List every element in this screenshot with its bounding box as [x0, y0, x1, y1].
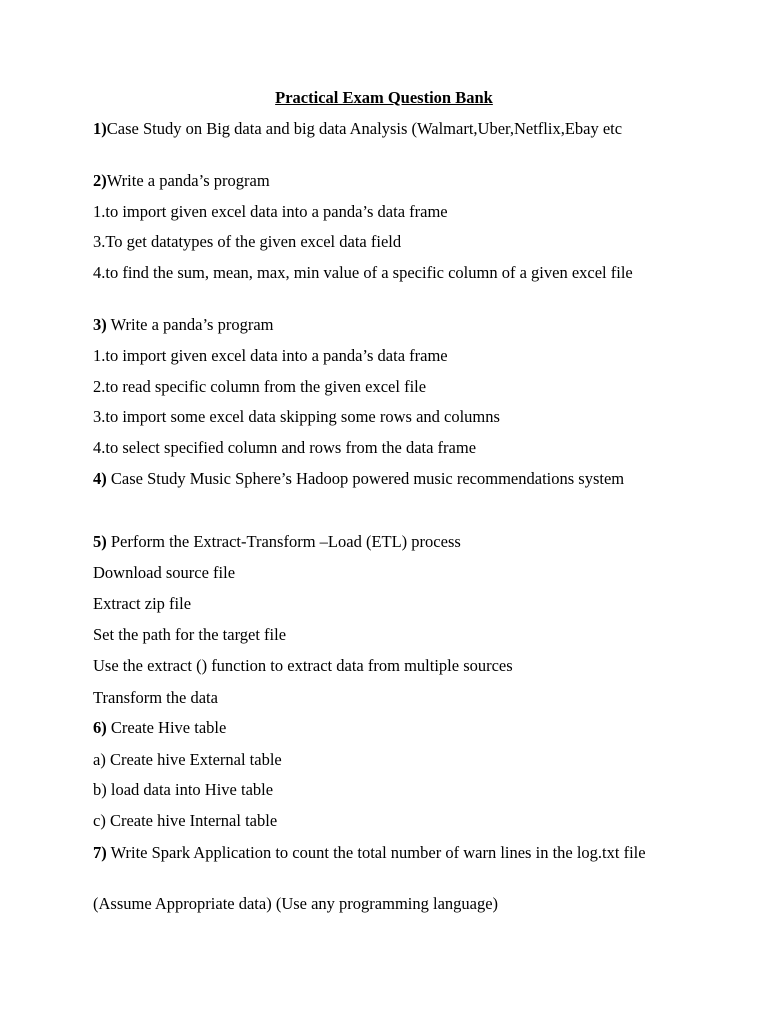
- sub-item: [93, 201, 678, 222]
- sub-item-text: b) load data into Hive table: [93, 780, 274, 799]
- sub-item-text: 4.to select specified column and rows from the data frame: [93, 438, 477, 457]
- sub-item: [93, 779, 678, 800]
- question-3: [93, 314, 678, 335]
- question-text: Case Study on Big data and big data Analysis (Walmart,Uber,Netflix,Ebay etc: [106, 119, 623, 138]
- question-number: 4): [93, 469, 107, 488]
- question-text: Create Hive table: [106, 718, 227, 737]
- question-1: [93, 118, 678, 139]
- sub-item: [93, 810, 678, 831]
- page-title: Practical Exam Question Bank: [275, 88, 493, 107]
- question-number: 6): [93, 718, 107, 737]
- question-number: 3): [93, 315, 107, 334]
- sub-item: [93, 376, 678, 397]
- sub-item-text: a) Create hive External table: [93, 750, 282, 769]
- sub-item: [93, 655, 678, 676]
- sub-item: [93, 624, 678, 645]
- sub-item: [93, 593, 678, 614]
- question-5: [93, 531, 678, 552]
- sub-item: [93, 687, 678, 708]
- question-7: [93, 842, 678, 863]
- sub-item: [93, 893, 678, 914]
- sub-item-text: 3.To get datatypes of the given excel data field: [93, 232, 402, 251]
- sub-item-text: Download source file: [93, 563, 236, 582]
- sub-item-text: 1.to import given excel data into a panda’s data frame: [93, 346, 448, 365]
- question-text: Perform the Extract-Transform –Load (ETL) process: [106, 532, 461, 551]
- question-text: Write a panda’s program: [106, 171, 270, 190]
- question-text: Write a panda’s program: [106, 315, 274, 334]
- sub-item-text: Use the extract () function to extract data from multiple sources: [93, 656, 513, 675]
- question-2: [93, 170, 678, 191]
- question-number: 5): [93, 532, 107, 551]
- question-text: Case Study Music Sphere’s Hadoop powered music recommendations system: [106, 469, 625, 488]
- question-6: [93, 717, 678, 738]
- sub-item-text: 4.to find the sum, mean, max, min value of a specific column of a given excel file: [93, 263, 633, 282]
- sub-item-text: Set the path for the target file: [93, 625, 287, 644]
- question-number: 2): [93, 171, 107, 190]
- sub-item: [93, 345, 678, 366]
- question-number: 1): [93, 119, 107, 138]
- sub-item-text: (Assume Appropriate data) (Use any programming language): [93, 894, 499, 913]
- sub-item-text: c) Create hive Internal table: [93, 811, 278, 830]
- sub-item-text: 1.to import given excel data into a panda’s data frame: [93, 202, 448, 221]
- sub-item: [93, 437, 678, 458]
- sub-item-text: Transform the data: [93, 688, 218, 707]
- sub-item: [93, 562, 678, 583]
- question-4: [93, 468, 678, 489]
- sub-item-text: 3.to import some excel data skipping some rows and columns: [93, 407, 500, 426]
- question-text: Write Spark Application to count the total number of warn lines in the log.txt file: [106, 843, 646, 862]
- sub-item: [93, 406, 678, 427]
- sub-item: [93, 262, 678, 283]
- sub-item-text: 2.to read specific column from the given excel file: [93, 377, 427, 396]
- sub-item: [93, 749, 678, 770]
- sub-item-text: Extract zip file: [93, 594, 192, 613]
- question-number: 7): [93, 843, 107, 862]
- sub-item: [93, 231, 678, 252]
